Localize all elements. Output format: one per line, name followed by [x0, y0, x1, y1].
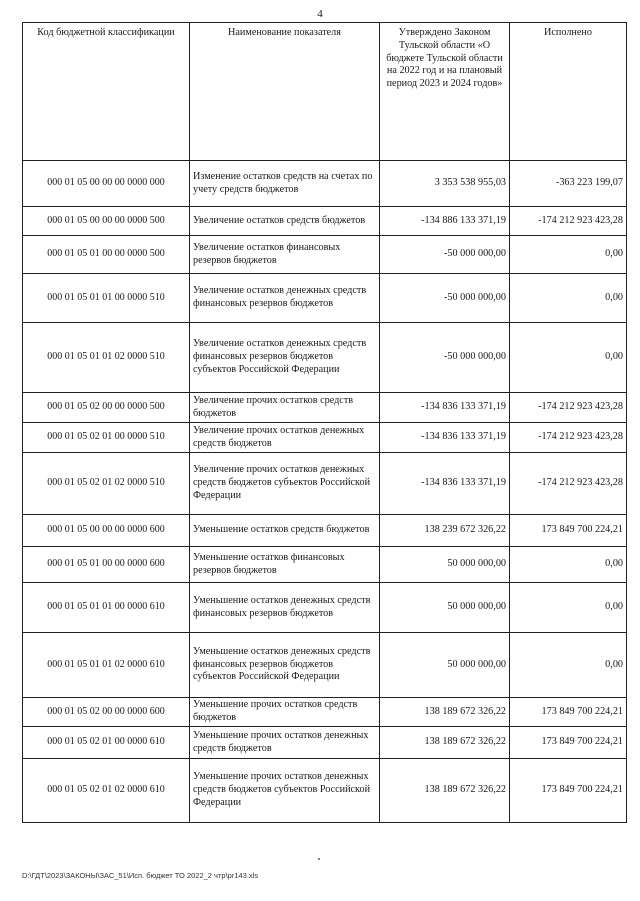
header-executed: Исполнено	[510, 23, 627, 161]
row-name: Уменьшение прочих остатков средств бюджетов	[190, 698, 380, 727]
row-executed: 0,00	[510, 323, 627, 393]
row-executed: -174 212 923 423,28	[510, 207, 627, 236]
row-name: Увеличение остатков средств бюджетов	[190, 207, 380, 236]
row-code: 000 01 05 01 00 00 0000 600	[23, 547, 190, 583]
row-code: 000 01 05 01 01 00 0000 510	[23, 274, 190, 323]
table-row	[23, 547, 627, 583]
row-name: Уменьшение остатков финансовых резервов бюджетов	[190, 547, 380, 583]
table-row	[23, 453, 627, 515]
row-executed: -174 212 923 423,28	[510, 393, 627, 423]
row-approved: 50 000 000,00	[380, 547, 510, 583]
row-approved: -50 000 000,00	[380, 323, 510, 393]
row-executed: 0,00	[510, 583, 627, 633]
row-approved: 138 189 672 326,22	[380, 759, 510, 823]
row-approved: 3 353 538 955,03	[380, 161, 510, 207]
row-name: Увеличение остатков финансовых резервов бюджетов	[190, 236, 380, 274]
scan-speck	[318, 858, 320, 860]
table-row	[23, 698, 627, 727]
row-executed: 173 849 700 224,21	[510, 759, 627, 823]
row-code: 000 01 05 00 00 00 0000 000	[23, 161, 190, 207]
table-row	[23, 393, 627, 423]
row-executed: 173 849 700 224,21	[510, 698, 627, 727]
row-code: 000 01 05 00 00 00 0000 500	[23, 207, 190, 236]
row-approved: 138 189 672 326,22	[380, 727, 510, 759]
row-name: Увеличение прочих остатков денежных средств бюджетов субъектов Российской Федерации	[190, 453, 380, 515]
row-name: Уменьшение остатков средств бюджетов	[190, 515, 380, 547]
table-row	[23, 161, 627, 207]
row-code: 000 01 05 01 01 02 0000 610	[23, 633, 190, 698]
row-name: Увеличение остатков денежных средств финансовых резервов бюджетов	[190, 274, 380, 323]
table-row	[23, 515, 627, 547]
row-approved: 138 189 672 326,22	[380, 698, 510, 727]
row-code: 000 01 05 02 00 00 0000 600	[23, 698, 190, 727]
row-executed: -174 212 923 423,28	[510, 423, 627, 453]
row-approved: -50 000 000,00	[380, 274, 510, 323]
file-path-footer: D:\ГДТ\2023\ЗАКОНЫ\ЗАС_51\Исп. бюджет ТО 2022_2 чтр\pr143.xls	[22, 871, 259, 880]
header-name: Наименование показателя	[190, 23, 380, 161]
row-approved: -134 836 133 371,19	[380, 393, 510, 423]
header-approved: Утверждено Законом Тульской области «О бюджете Тульской области на 2022 год и на плановый период 2023 и 2024 годов»	[380, 23, 510, 161]
row-executed: 0,00	[510, 236, 627, 274]
row-code: 000 01 05 02 00 00 0000 500	[23, 393, 190, 423]
row-executed: 173 849 700 224,21	[510, 515, 627, 547]
row-approved: 50 000 000,00	[380, 633, 510, 698]
row-approved: -50 000 000,00	[380, 236, 510, 274]
row-code: 000 01 05 02 01 00 0000 610	[23, 727, 190, 759]
row-executed: -174 212 923 423,28	[510, 453, 627, 515]
row-name: Уменьшение остатков денежных средств финансовых резервов бюджетов субъектов Российской Федерации	[190, 633, 380, 698]
table-header-row	[23, 23, 627, 161]
row-approved: 138 239 672 326,22	[380, 515, 510, 547]
row-code: 000 01 05 00 00 00 0000 600	[23, 515, 190, 547]
row-executed: 0,00	[510, 547, 627, 583]
row-name: Уменьшение прочих остатков денежных средств бюджетов субъектов Российской Федерации	[190, 759, 380, 823]
row-executed: -363 223 199,07	[510, 161, 627, 207]
row-code: 000 01 05 01 00 00 0000 500	[23, 236, 190, 274]
table-row	[23, 583, 627, 633]
row-name: Уменьшение остатков денежных средств финансовых резервов бюджетов	[190, 583, 380, 633]
page-number: 4	[317, 8, 323, 20]
row-name: Уменьшение прочих остатков денежных средств бюджетов	[190, 727, 380, 759]
row-code: 000 01 05 01 01 00 0000 610	[23, 583, 190, 633]
row-code: 000 01 05 02 01 00 0000 510	[23, 423, 190, 453]
row-name: Увеличение остатков денежных средств финансовых резервов бюджетов субъектов Российской Федерации	[190, 323, 380, 393]
row-code: 000 01 05 01 01 02 0000 510	[23, 323, 190, 393]
row-code: 000 01 05 02 01 02 0000 610	[23, 759, 190, 823]
row-approved: -134 886 133 371,19	[380, 207, 510, 236]
table-row	[23, 727, 627, 759]
table-row	[23, 423, 627, 453]
row-approved: -134 836 133 371,19	[380, 423, 510, 453]
row-code: 000 01 05 02 01 02 0000 510	[23, 453, 190, 515]
table-row	[23, 759, 627, 823]
row-executed: 0,00	[510, 633, 627, 698]
row-executed: 0,00	[510, 274, 627, 323]
table-row	[23, 236, 627, 274]
budget-sources-table	[22, 22, 627, 823]
row-name: Увеличение прочих остатков средств бюджетов	[190, 393, 380, 423]
table-row	[23, 274, 627, 323]
row-name: Увеличение прочих остатков денежных средств бюджетов	[190, 423, 380, 453]
table-row	[23, 633, 627, 698]
table-row	[23, 323, 627, 393]
header-code: Код бюджетной классификации	[23, 23, 190, 161]
table-row	[23, 207, 627, 236]
row-name: Изменение остатков средств на счетах по учету средств бюджетов	[190, 161, 380, 207]
row-approved: -134 836 133 371,19	[380, 453, 510, 515]
row-approved: 50 000 000,00	[380, 583, 510, 633]
row-executed: 173 849 700 224,21	[510, 727, 627, 759]
